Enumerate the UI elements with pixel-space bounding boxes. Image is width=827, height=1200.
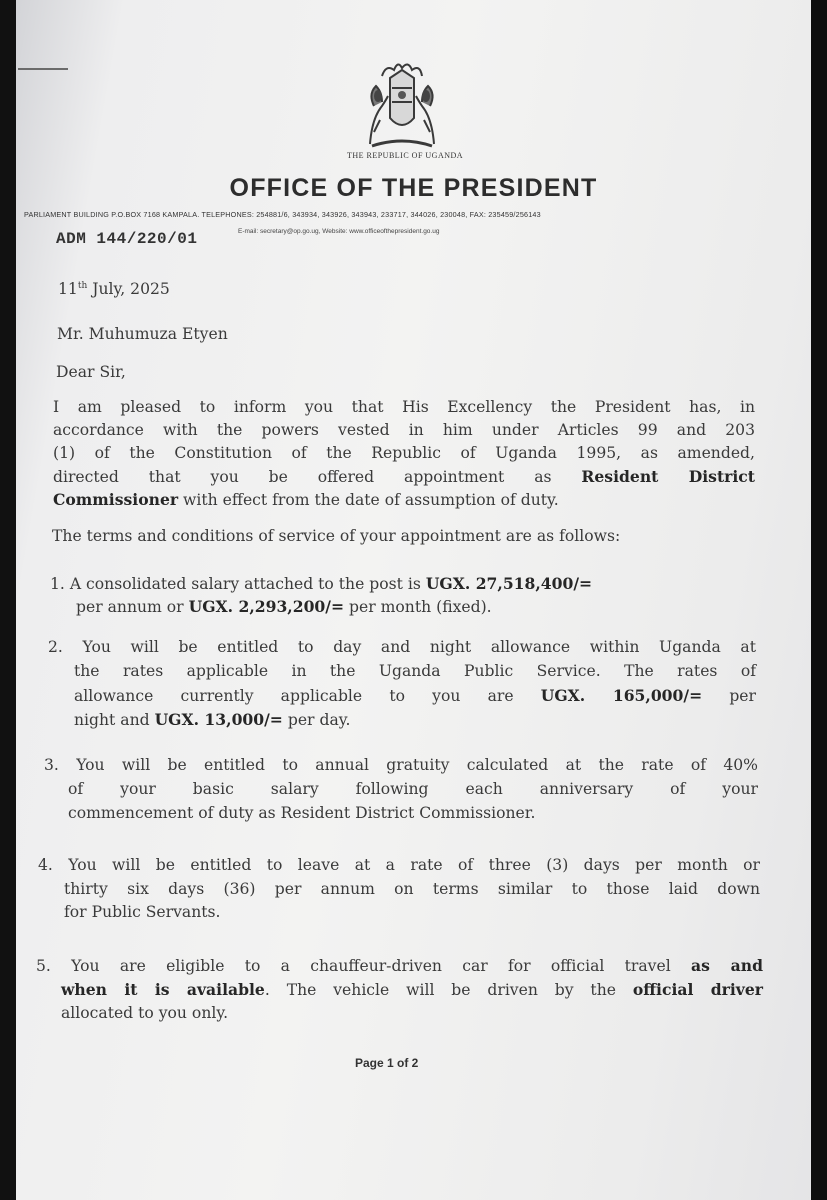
term-item-3: of your basic salary following each anniversary of your bbox=[68, 780, 758, 798]
intro-line: directed that you be offered appointment as Resident District bbox=[53, 467, 755, 486]
term-item-4: thirty six days (36) per annum on terms similar to those laid down bbox=[64, 880, 760, 898]
term-item-1: 1. A consolidated salary attached to the post is UGX. 27,518,400/= bbox=[50, 574, 593, 593]
term-item-5: when it is available. The vehicle will be driven by the official driver bbox=[61, 980, 763, 999]
term-item-1: per annum or UGX. 2,293,200/= per month (fixed). bbox=[76, 597, 492, 616]
intro-line: Commissioner with effect from the date of assumption of duty. bbox=[53, 490, 559, 509]
term-item-3: 3. You will be entitled to annual gratuity calculated at the rate of 40% bbox=[44, 756, 758, 774]
term-item-4: 4. You will be entitled to leave at a rate of three (3) days per month or bbox=[38, 856, 760, 874]
letter-date: 11th July, 2025 bbox=[58, 280, 170, 298]
term-item-2: allowance currently applicable to you are UGX. 165,000/= per bbox=[74, 686, 756, 705]
term-item-5: 5. You are eligible to a chauffeur-driven car for official travel as and bbox=[36, 956, 763, 975]
recipient-name: Mr. Muhumuza Etyen bbox=[57, 325, 228, 343]
term-item-4: for Public Servants. bbox=[64, 903, 221, 921]
terms-intro: The terms and conditions of service of your appointment are as follows: bbox=[52, 527, 621, 545]
office-heading: OFFICE OF THE PRESIDENT bbox=[229, 174, 598, 202]
pen-mark bbox=[18, 68, 68, 70]
term-item-2: 2. You will be entitled to day and night allowance within Uganda at bbox=[48, 638, 756, 656]
term-item-5: allocated to you only. bbox=[61, 1004, 229, 1022]
republic-heading: THE REPUBLIC OF UGANDA bbox=[346, 151, 464, 160]
salutation: Dear Sir, bbox=[56, 363, 126, 381]
intro-line: (1) of the Constitution of the Republic of Uganda 1995, as amended, bbox=[53, 444, 755, 462]
term-item-2: night and UGX. 13,000/= per day. bbox=[74, 710, 351, 729]
term-item-3: commencement of duty as Resident District Commissioner. bbox=[68, 804, 536, 822]
intro-line: I am pleased to inform you that His Excellency the President has, in bbox=[53, 398, 755, 416]
reference-number: ADM 144/220/01 bbox=[56, 230, 198, 248]
intro-line: accordance with the powers vested in him under Articles 99 and 203 bbox=[53, 421, 755, 439]
address-line: PARLIAMENT BUILDING P.O.BOX 7168 KAMPALA. TELEPHONES: 254881/6, 343934, 343926, 343943, 233717, 344026, 230048, FAX: 235459/256143 bbox=[24, 210, 541, 219]
page-number: Page 1 of 2 bbox=[355, 1056, 419, 1070]
uganda-coat-of-arms-icon bbox=[352, 56, 452, 156]
term-item-2: the rates applicable in the Uganda Public Service. The rates of bbox=[74, 662, 756, 680]
email-line: E-mail: secretary@op.go.ug, Website: www.officeofthepresident.go.ug bbox=[238, 228, 440, 235]
